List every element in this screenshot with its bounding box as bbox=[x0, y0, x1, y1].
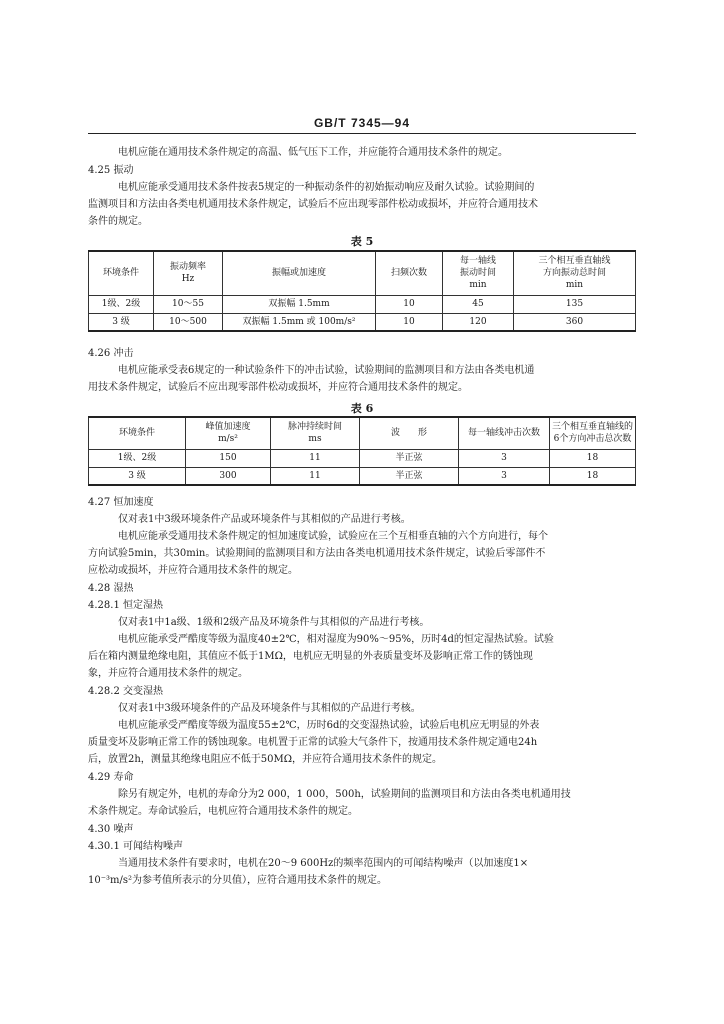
paragraph-line: 后，放置2h，测量其绝缘电阻应不低于50MΩ，并应符合通用技术条件的规定。 bbox=[88, 754, 443, 765]
paragraph-line: 电机应能承受严酷度等级为温度40±2℃，相对湿度为90%～95%，历时4d的恒定湿热试验。试验 bbox=[118, 634, 554, 645]
cell: 3 bbox=[459, 467, 550, 485]
paragraph-line: 象，并应符合通用技术条件的规定。 bbox=[88, 668, 248, 679]
paragraph-line: 质量变坏及影响正常工作的锈蚀现象。电机置于正常的试验大气条件下，按通用技术条件规定通电24h bbox=[88, 737, 538, 748]
paragraph-line: 10⁻³m/s²为参考值所表示的分贝值），应符合通用技术条件的规定。 bbox=[88, 875, 388, 886]
cell: 360 bbox=[514, 313, 636, 331]
cell: 1级、2级 bbox=[89, 449, 186, 467]
cell: 10～500 bbox=[154, 313, 223, 331]
table5-header-env: 环境条件 bbox=[89, 251, 154, 295]
cell: 10～55 bbox=[154, 295, 223, 313]
cell: 10 bbox=[376, 313, 443, 331]
table6-header-total: 三个相互垂直轴线的 6个方向冲击总次数 bbox=[550, 417, 636, 449]
section-heading-4-25: 4.25 振动 bbox=[88, 165, 134, 176]
table-row bbox=[89, 313, 636, 331]
cell: 150 bbox=[186, 449, 271, 467]
table-row bbox=[89, 449, 636, 467]
cell: 3 bbox=[459, 449, 550, 467]
paragraph-line: 电机应能承受通用技术条件规定的恒加速度试验，试验应在三个互相垂直轴的六个方向进行，每个 bbox=[118, 531, 548, 542]
cell: 半正弦 bbox=[360, 467, 459, 485]
cell: 120 bbox=[443, 313, 514, 331]
cell: 3 级 bbox=[89, 313, 154, 331]
table-5 bbox=[88, 250, 636, 332]
table6-header-acc: 峰值加速度 m/s² bbox=[186, 417, 271, 449]
section-heading-4-30-1: 4.30.1 可闻结构噪声 bbox=[88, 841, 183, 852]
paragraph-line: 电机应能在通用技术条件规定的高温、低气压下工作，并应能符合通用技术条件的规定。 bbox=[118, 147, 508, 158]
cell: 双振幅 1.5mm bbox=[223, 295, 376, 313]
cell: 1级、2级 bbox=[89, 295, 154, 313]
cell: 半正弦 bbox=[360, 449, 459, 467]
paragraph-line: 条件的规定。 bbox=[88, 216, 148, 227]
table6-header-env: 环境条件 bbox=[89, 417, 186, 449]
paragraph-line: 除另有规定外，电机的寿命分为2 000，1 000，500h，试验期间的监测项目和方法由各类电机通用技 bbox=[118, 789, 571, 800]
page-header: GB/T 7345—94 bbox=[313, 116, 411, 130]
cell: 10 bbox=[376, 295, 443, 313]
cell: 18 bbox=[550, 449, 636, 467]
paragraph-line: 用技术条件规定，试验后不应出现零部件松动或损坏，并应符合通用技术条件的规定。 bbox=[88, 382, 468, 393]
section-heading-4-26: 4.26 冲击 bbox=[88, 348, 134, 359]
table6-caption: 表 6 bbox=[350, 402, 374, 415]
cell: 45 bbox=[443, 295, 514, 313]
paragraph-line: 后在箱内测量绝缘电阻，其值应不低于1MΩ，电机应无明显的外表质量变坏及影响正常工作的锈蚀现 bbox=[88, 651, 533, 662]
cell: 3 级 bbox=[89, 467, 186, 485]
paragraph-line: 电机应能承受严酷度等级为温度55±2℃，历时6d的交变湿热试验，试验后电机应无明显的外表 bbox=[118, 720, 540, 731]
paragraph-line: 电机应能承受表6规定的一种试验条件下的冲击试验，试验期间的监测项目和方法由各类电机通 bbox=[118, 365, 535, 376]
table5-header-freq: 振动频率 Hz bbox=[154, 251, 223, 295]
paragraph-line: 仅对表1中3级环境条件产品或环境条件与其相似的产品进行考核。 bbox=[118, 514, 411, 525]
table5-header-amp: 振幅或加速度 bbox=[223, 251, 376, 295]
header-rule bbox=[88, 133, 636, 134]
paragraph-line: 应松动或损坏，并应符合通用技术条件的规定。 bbox=[88, 565, 298, 576]
cell: 135 bbox=[514, 295, 636, 313]
cell: 11 bbox=[271, 467, 360, 485]
paragraph-line: 术条件规定。寿命试验后，电机应符合通用技术条件的规定。 bbox=[88, 806, 358, 817]
table-row bbox=[89, 295, 636, 313]
table5-header-time: 每一轴线 振动时间 min bbox=[443, 251, 514, 295]
table5-header-sweep: 扫频次数 bbox=[376, 251, 443, 295]
table5-caption: 表 5 bbox=[350, 235, 374, 248]
cell: 300 bbox=[186, 467, 271, 485]
cell: 双振幅 1.5mm 或 100m/s² bbox=[223, 313, 376, 331]
cell: 11 bbox=[271, 449, 360, 467]
table-row bbox=[89, 467, 636, 485]
paragraph-line: 仅对表1中1a级、1级和2级产品及环境条件与其相似的产品进行考核。 bbox=[118, 617, 430, 628]
table-6 bbox=[88, 416, 636, 486]
section-heading-4-28: 4.28 湿热 bbox=[88, 583, 134, 594]
section-heading-4-28-1: 4.28.1 恒定湿热 bbox=[88, 600, 163, 611]
section-heading-4-30: 4.30 噪声 bbox=[88, 824, 134, 835]
paragraph-line: 仅对表1中3级环境条件的产品及环境条件与其相似的产品进行考核。 bbox=[118, 703, 421, 714]
paragraph-line: 监测项目和方法由各类电机通用技术条件规定，试验后不应出现零部件松动或损坏，并应符合通用技术 bbox=[88, 199, 538, 210]
table5-header-total: 三个相互垂直轴线 方向振动总时间 min bbox=[514, 251, 636, 295]
table6-header-num: 每一轴线冲击次数 bbox=[459, 417, 550, 449]
paragraph-line: 电机应能承受通用技术条件按表5规定的一种振动条件的初始振动响应及耐久试验。试验期间的 bbox=[118, 182, 535, 193]
section-heading-4-28-2: 4.28.2 交变湿热 bbox=[88, 686, 163, 697]
paragraph-line: 当通用技术条件有要求时，电机在20～9 600Hz的频率范围内的可闻结构噪声（以加速度1× bbox=[118, 858, 529, 869]
table6-header-dur: 脉冲持续时间 ms bbox=[271, 417, 360, 449]
paragraph-line: 方向试验5min，共30min。试验期间的监测项目和方法由各类电机通用技术条件规定，试验后零部件不 bbox=[88, 548, 546, 559]
cell: 18 bbox=[550, 467, 636, 485]
table6-header-wave: 波 形 bbox=[360, 417, 459, 449]
section-heading-4-29: 4.29 寿命 bbox=[88, 772, 134, 783]
section-heading-4-27: 4.27 恒加速度 bbox=[88, 497, 154, 508]
